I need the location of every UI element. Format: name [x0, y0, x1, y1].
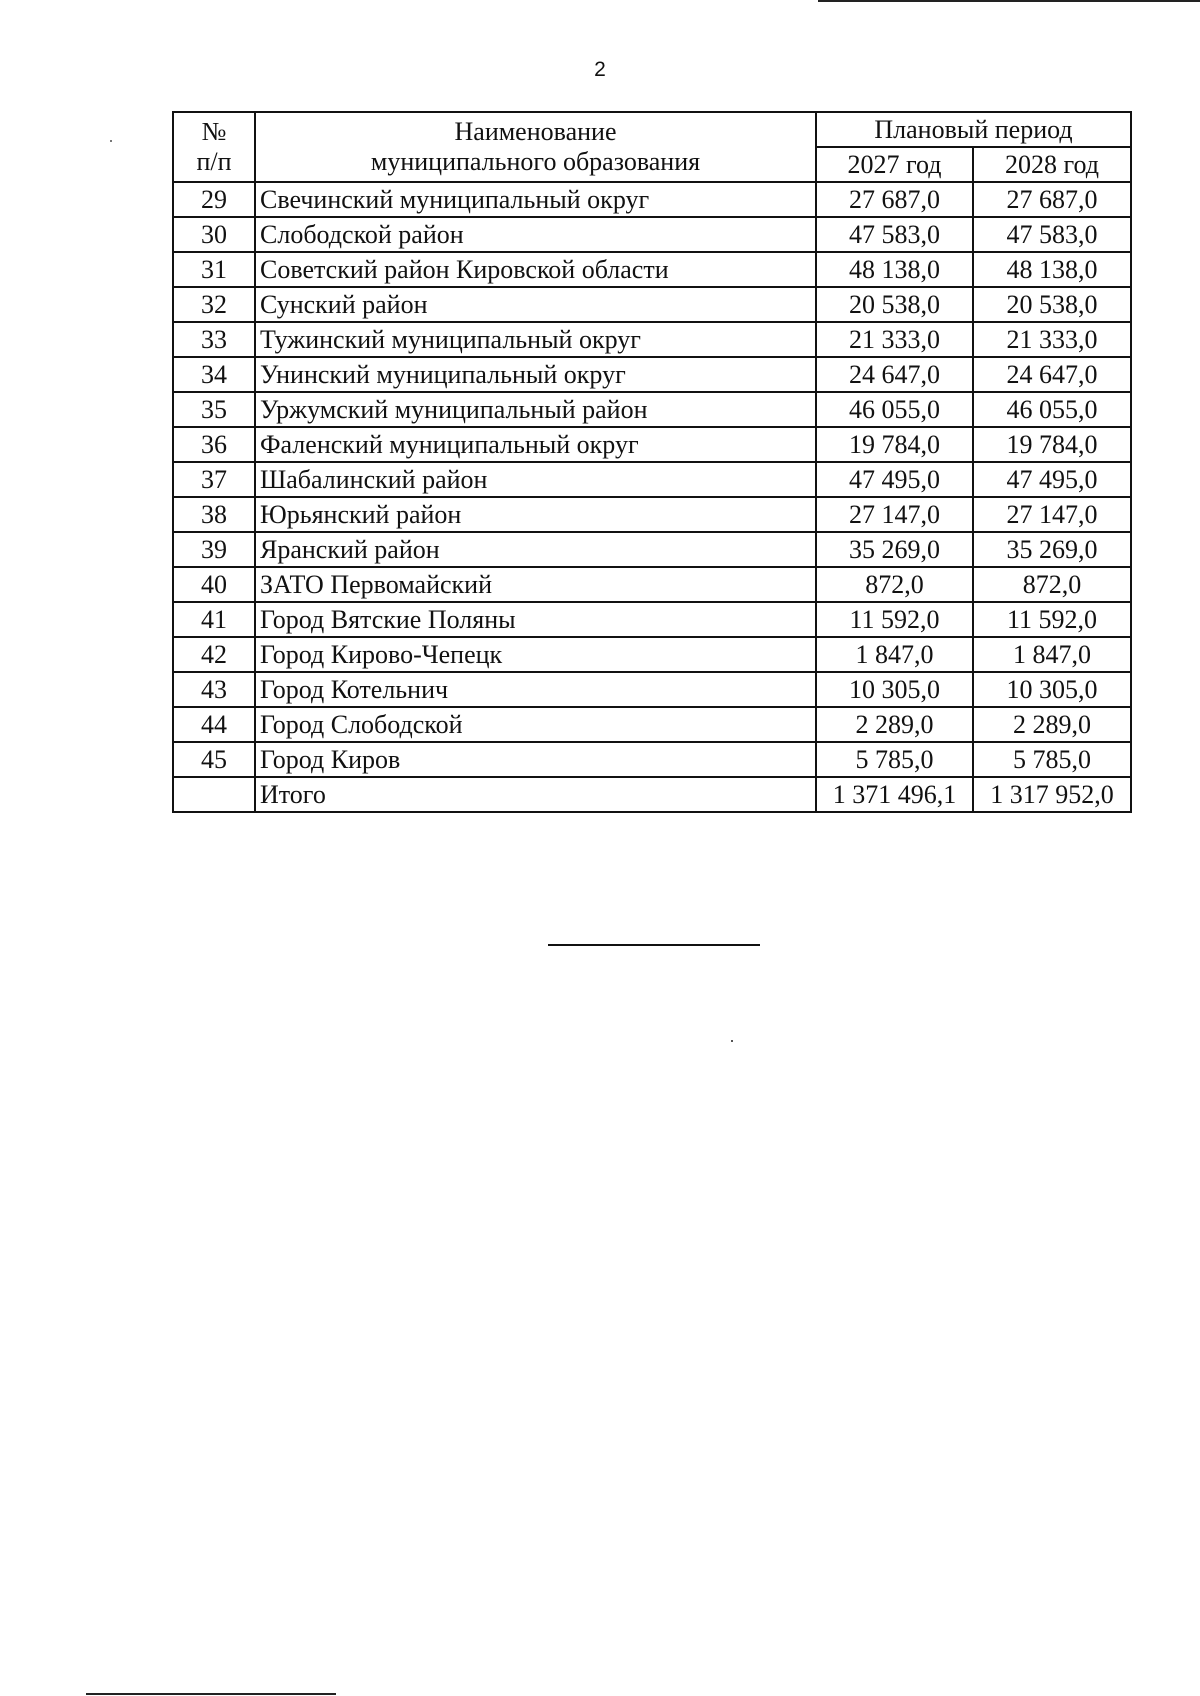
row-municipality-name: Фаленский муниципальный округ — [255, 427, 816, 462]
row-value-2027: 24 647,0 — [816, 357, 973, 392]
row-value-2028: 24 647,0 — [973, 357, 1131, 392]
table-row — [173, 287, 1131, 322]
header-year-2027: 2027 год — [816, 147, 973, 182]
row-value-2028: 48 138,0 — [973, 252, 1131, 287]
row-value-2028: 2 289,0 — [973, 707, 1131, 742]
row-value-2028: 872,0 — [973, 567, 1131, 602]
table-row — [173, 497, 1131, 532]
row-number: 35 — [173, 392, 255, 427]
header-year-2028: 2028 год — [973, 147, 1131, 182]
table-header-row — [173, 112, 1131, 147]
row-municipality-name: Шабалинский район — [255, 462, 816, 497]
table-row — [173, 707, 1131, 742]
row-number: 41 — [173, 602, 255, 637]
row-value-2027: 2 289,0 — [816, 707, 973, 742]
row-value-2028: 46 055,0 — [973, 392, 1131, 427]
row-number: 33 — [173, 322, 255, 357]
footer-rule — [86, 1693, 336, 1695]
row-municipality-name: Свечинский муниципальный округ — [255, 182, 816, 217]
row-number: 34 — [173, 357, 255, 392]
table-row — [173, 567, 1131, 602]
row-municipality-name: Тужинский муниципальный округ — [255, 322, 816, 357]
total-row — [173, 777, 1131, 812]
row-value-2028: 35 269,0 — [973, 532, 1131, 567]
row-value-2027: 47 495,0 — [816, 462, 973, 497]
row-number: 40 — [173, 567, 255, 602]
table-row — [173, 637, 1131, 672]
table-body — [173, 182, 1131, 812]
scan-edge-rule — [818, 0, 1200, 2]
row-municipality-name: Город Кирово-Чепецк — [255, 637, 816, 672]
row-value-2027: 27 147,0 — [816, 497, 973, 532]
row-number: 38 — [173, 497, 255, 532]
row-number: 43 — [173, 672, 255, 707]
header-name-line1: Наименование — [454, 117, 617, 146]
scan-speck — [110, 140, 112, 142]
table-row — [173, 427, 1131, 462]
row-number: 37 — [173, 462, 255, 497]
end-of-table-rule — [548, 944, 760, 946]
budget-table — [172, 111, 1132, 813]
row-municipality-name: Уржумский муниципальный район — [255, 392, 816, 427]
row-value-2027: 1 847,0 — [816, 637, 973, 672]
table-row — [173, 182, 1131, 217]
row-value-2028: 47 495,0 — [973, 462, 1131, 497]
row-municipality-name: Сунский район — [255, 287, 816, 322]
table-row — [173, 672, 1131, 707]
table-row — [173, 462, 1131, 497]
table-row — [173, 602, 1131, 637]
row-number: 29 — [173, 182, 255, 217]
total-number-empty — [173, 777, 255, 812]
header-period-cell: Плановый период — [816, 112, 1131, 147]
table-row — [173, 392, 1131, 427]
row-municipality-name: Город Киров — [255, 742, 816, 777]
row-number: 45 — [173, 742, 255, 777]
row-value-2028: 1 847,0 — [973, 637, 1131, 672]
row-value-2027: 47 583,0 — [816, 217, 973, 252]
row-municipality-name: Советский район Кировской области — [255, 252, 816, 287]
row-value-2027: 11 592,0 — [816, 602, 973, 637]
row-value-2028: 5 785,0 — [973, 742, 1131, 777]
table-row — [173, 532, 1131, 567]
row-number: 30 — [173, 217, 255, 252]
row-municipality-name: Унинский муниципальный округ — [255, 357, 816, 392]
row-number: 42 — [173, 637, 255, 672]
row-number: 44 — [173, 707, 255, 742]
row-municipality-name: Яранский район — [255, 532, 816, 567]
total-value-2028: 1 317 952,0 — [973, 777, 1131, 812]
row-municipality-name: Юрьянский район — [255, 497, 816, 532]
row-number: 36 — [173, 427, 255, 462]
row-number: 39 — [173, 532, 255, 567]
row-municipality-name: Город Вятские Поляны — [255, 602, 816, 637]
row-value-2027: 872,0 — [816, 567, 973, 602]
row-value-2028: 21 333,0 — [973, 322, 1131, 357]
table-row — [173, 322, 1131, 357]
table-row — [173, 217, 1131, 252]
row-municipality-name: Город Котельнич — [255, 672, 816, 707]
row-value-2027: 10 305,0 — [816, 672, 973, 707]
row-value-2028: 11 592,0 — [973, 602, 1131, 637]
row-municipality-name: Слободской район — [255, 217, 816, 252]
header-name-line2: муниципального образования — [370, 147, 701, 176]
row-number: 32 — [173, 287, 255, 322]
row-value-2027: 5 785,0 — [816, 742, 973, 777]
row-value-2027: 19 784,0 — [816, 427, 973, 462]
header-number-sign: № — [201, 117, 227, 146]
table-row — [173, 357, 1131, 392]
table-row — [173, 252, 1131, 287]
row-value-2028: 10 305,0 — [973, 672, 1131, 707]
row-value-2028: 47 583,0 — [973, 217, 1131, 252]
row-number: 31 — [173, 252, 255, 287]
row-value-2027: 46 055,0 — [816, 392, 973, 427]
row-value-2027: 27 687,0 — [816, 182, 973, 217]
row-value-2027: 48 138,0 — [816, 252, 973, 287]
row-value-2028: 20 538,0 — [973, 287, 1131, 322]
row-municipality-name: ЗАТО Первомайский — [255, 567, 816, 602]
row-value-2027: 35 269,0 — [816, 532, 973, 567]
scan-speck — [731, 1040, 733, 1042]
row-value-2028: 27 147,0 — [973, 497, 1131, 532]
header-name-cell — [255, 112, 816, 182]
row-value-2028: 19 784,0 — [973, 427, 1131, 462]
row-municipality-name: Город Слободской — [255, 707, 816, 742]
total-value-2027: 1 371 496,1 — [816, 777, 973, 812]
page-number: 2 — [594, 58, 606, 81]
row-value-2027: 21 333,0 — [816, 322, 973, 357]
header-number-abbr: п/п — [196, 147, 232, 176]
table-row — [173, 742, 1131, 777]
row-value-2028: 27 687,0 — [973, 182, 1131, 217]
total-label: Итого — [255, 777, 816, 812]
header-number-cell — [173, 112, 255, 182]
row-value-2027: 20 538,0 — [816, 287, 973, 322]
